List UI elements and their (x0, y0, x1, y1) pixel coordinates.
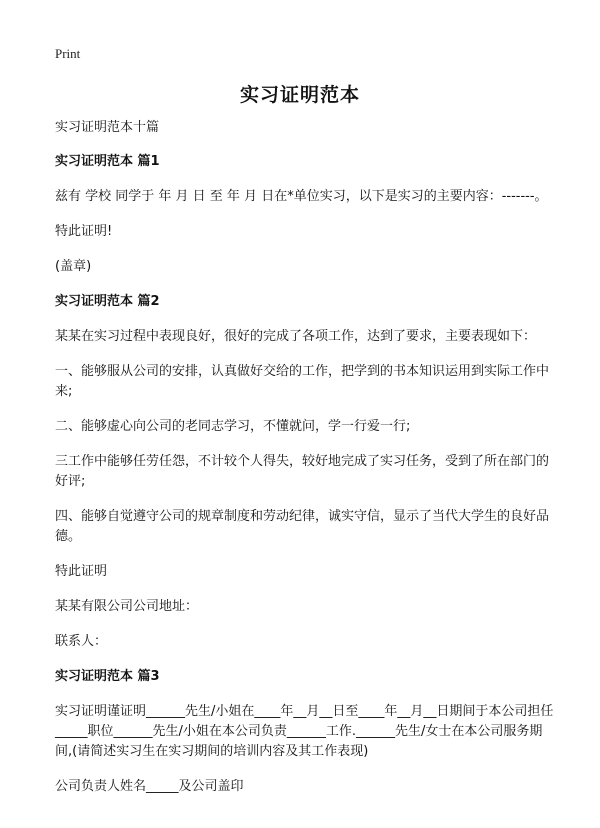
document-body (55, 118, 555, 812)
section-2-paragraph: 一、能够服从公司的安排，认真做好交给的工作，把学到的书本知识运用到实际工作中来; (55, 364, 550, 399)
section-2-paragraph: 特此证明 (55, 564, 108, 579)
section-2-paragraph: 二、能够虚心向公司的老同志学习，不懂就问，学一行爱一行; (55, 419, 411, 434)
section-2-paragraph: 某某有限公司公司地址： (55, 599, 199, 614)
section-1-paragraph: (盖章) (55, 259, 92, 274)
print-link[interactable]: Print (55, 46, 81, 61)
section-2-paragraph: 某某在实习过程中表现良好，很好的完成了各项工作，达到了要求，主要表现如下： (55, 329, 537, 344)
section-3-heading: 实习证明范本 篇3 (55, 669, 160, 684)
section-2-paragraph: 四、能够自觉遵守公司的规章制度和劳动纪律，诚实守信，显示了当代大学生的良好品德。 (55, 509, 550, 544)
section-2-paragraph: 联系人： (55, 634, 108, 649)
section-3-paragraph: 公司负责人姓名_____及公司盖印 (55, 779, 244, 794)
document-subtitle: 实习证明范本十篇 (55, 120, 160, 135)
section-2-paragraph: 三工作中能够任劳任怨，不计较个人得失，较好地完成了实习任务，受到了所在部门的好评; (55, 454, 550, 489)
section-1-heading: 实习证明范本 篇1 (55, 154, 160, 169)
section-1-paragraph: 兹有 学校 同学于 年 月 日 至 年 月 日在*单位实习，以下是实习的主要内容：-------。 (55, 189, 548, 204)
section-3-paragraph: 实习证明谨证明______先生/小姐在____年__月__日至____年__月__日期间于本公司担任_____职位______先生/小姐在本公司负责______工作.______先生/女士在本公司服务期间,(请简述实习生在实习期间的培训内容及其工作表现) (55, 704, 554, 759)
page-title: 实习证明范本 (239, 84, 360, 106)
section-2-heading: 实习证明范本 篇2 (55, 294, 160, 309)
section-1-paragraph: 特此证明! (55, 224, 113, 239)
